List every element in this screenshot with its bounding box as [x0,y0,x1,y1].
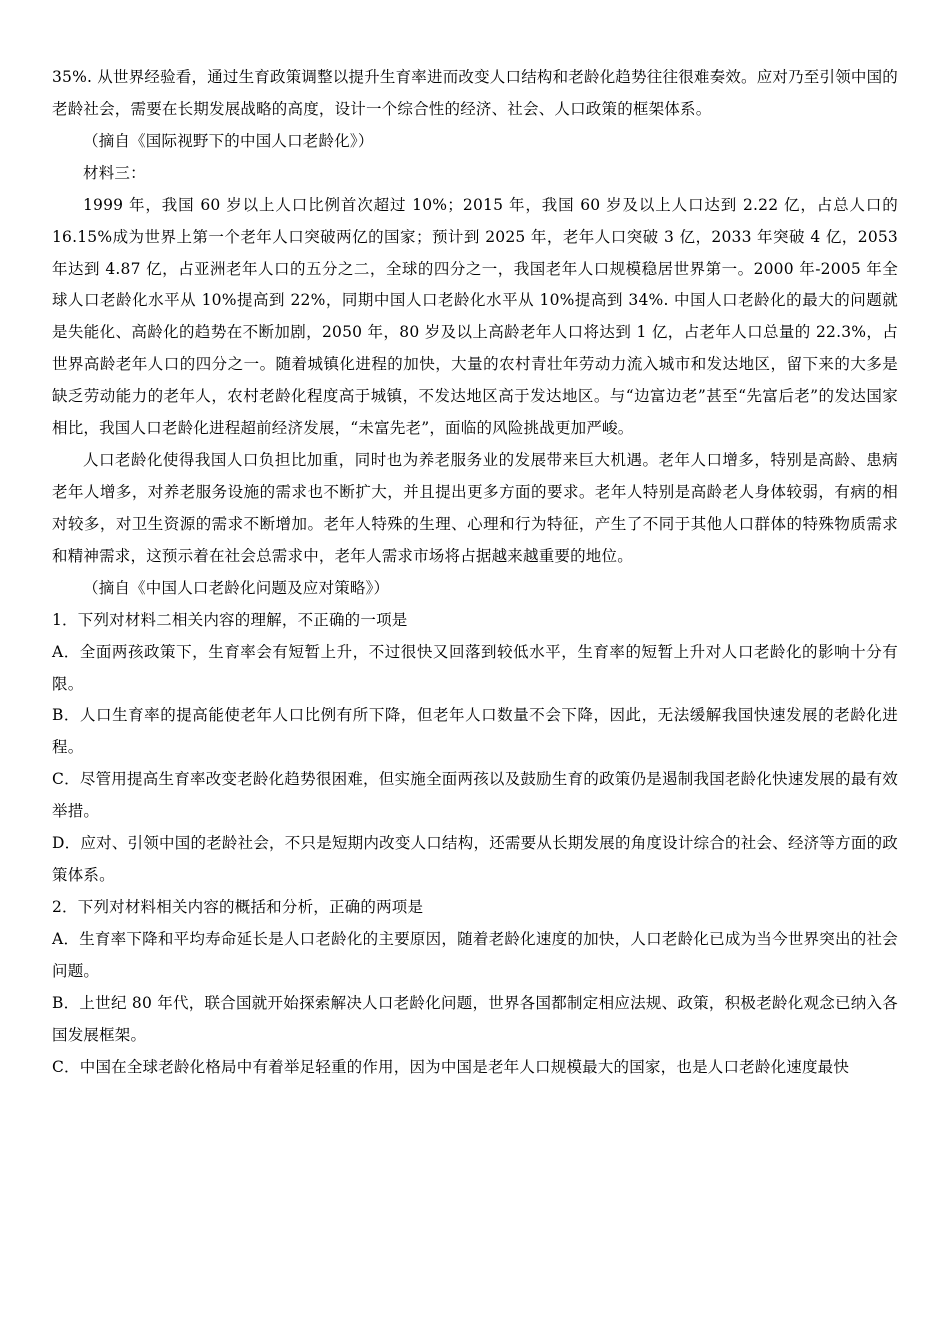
question-1-option-b: B．人口生育率的提高能使老年人口比例有所下降，但老年人口数量不会下降，因此，无法缓解我国快速发展的老龄化进程。 [52,706,898,757]
material-three-paragraph-2: 人口老龄化使得我国人口负担比加重，同时也为养老服务业的发展带来巨大机遇。老年人口增多，特别是高龄、患病老年人增多，对养老服务设施的需求也不断扩大，并且提出更多方面的要求。老年人特别是高龄老人身体较弱，有病的相对较多，对卫生资源的需求不断增加。老年人特殊的生理、心理和行为特征，产生了不同于其他人口群体的特殊物质需求和精神需求，这预示着在社会总需求中，老年人需求市场将占据越来越重要的地位。 [52,451,898,565]
document-body [52,62,898,1084]
question-1-option-c: C．尽管用提高生育率改变老龄化趋势很困难，但实施全面两孩以及鼓励生育的政策仍是遏制我国老龄化快速发展的最有效举措。 [52,770,898,821]
material-three-paragraph-1: 1999 年，我国 60 岁以上人口比例首次超过 10%；2015 年，我国 60 岁及以上人口达到 2.22 亿，占总人口的 16.15%成为世界上第一个老年人口突破两亿的国家；预计到 2025 年，老年人口突破 3 亿，2033 年突破 4 亿，2053 年达到 4.87 亿，占亚洲老年人口的五分之二，全球的四分之一，我国老年人口规模稳居世界第一。2000 年-2005 年全球人口老龄化水平从 10%提高到 22%，同期中国人口老龄化水平从 10%提高到 34%. 中国人口老龄化的最大的问题就是失能化、高龄化的趋势在不断加剧，2050 年，80 岁及以上高龄老年人口将达到 1 亿，占老年人口总量的 22.3%，占世界高龄老年人口的四分之一。随着城镇化进程的加快，大量的农村青壮年劳动力流入城市和发达地区，留下来的大多是缺乏劳动能力的老年人，农村老龄化程度高于城镇，不发达地区高于发达地区。与“边富边老”甚至“先富后老”的发达国家相比，我国人口老龄化进程超前经济发展，“未富先老”，面临的风险挑战更加严峻。 [52,195,898,438]
question-2-option-b: B．上世纪 80 年代，联合国就开始探索解决人口老龄化问题，世界各国都制定相应法规、政策，积极老龄化观念已纳入各国发展框架。 [52,993,898,1044]
question-1-option-d: D．应对、引领中国的老龄社会，不只是短期内改变人口结构，还需要从长期发展的角度设计综合的社会、经济等方面的政策体系。 [52,834,898,885]
material-three-heading: 材料三： [83,163,146,182]
question-1-stem: 1．下列对材料二相关内容的理解，不正确的一项是 [52,610,408,629]
question-2-option-a: A．生育率下降和平均寿命延长是人口老龄化的主要原因，随着老龄化速度的加快，人口老龄化已成为当今世界突出的社会问题。 [52,929,898,980]
question-2-stem: 2．下列对材料相关内容的概括和分析，正确的两项是 [52,897,424,916]
question-2-option-c: C．中国在全球老龄化格局中有着举足轻重的作用，因为中国是老年人口规模最大的国家，也是人口老龄化速度最快 [52,1057,850,1076]
source-citation-2: （摘自《中国人口老龄化问题及应对策略》） [83,578,390,597]
source-citation-1: （摘自《国际视野下的中国人口老龄化》） [83,131,374,150]
paragraph-continued: 35%. 从世界经验看，通过生育政策调整以提升生育率进而改变人口结构和老龄化趋势往往很难奏效。应对乃至引领中国的老龄社会，需要在长期发展战略的高度，设计一个综合性的经济、社会、人口政策的框架体系。 [52,68,899,118]
question-1-option-a: A．全面两孩政策下，生育率会有短暂上升，不过很快又回落到较低水平，生育率的短暂上升对人口老龄化的影响十分有限。 [52,642,898,693]
